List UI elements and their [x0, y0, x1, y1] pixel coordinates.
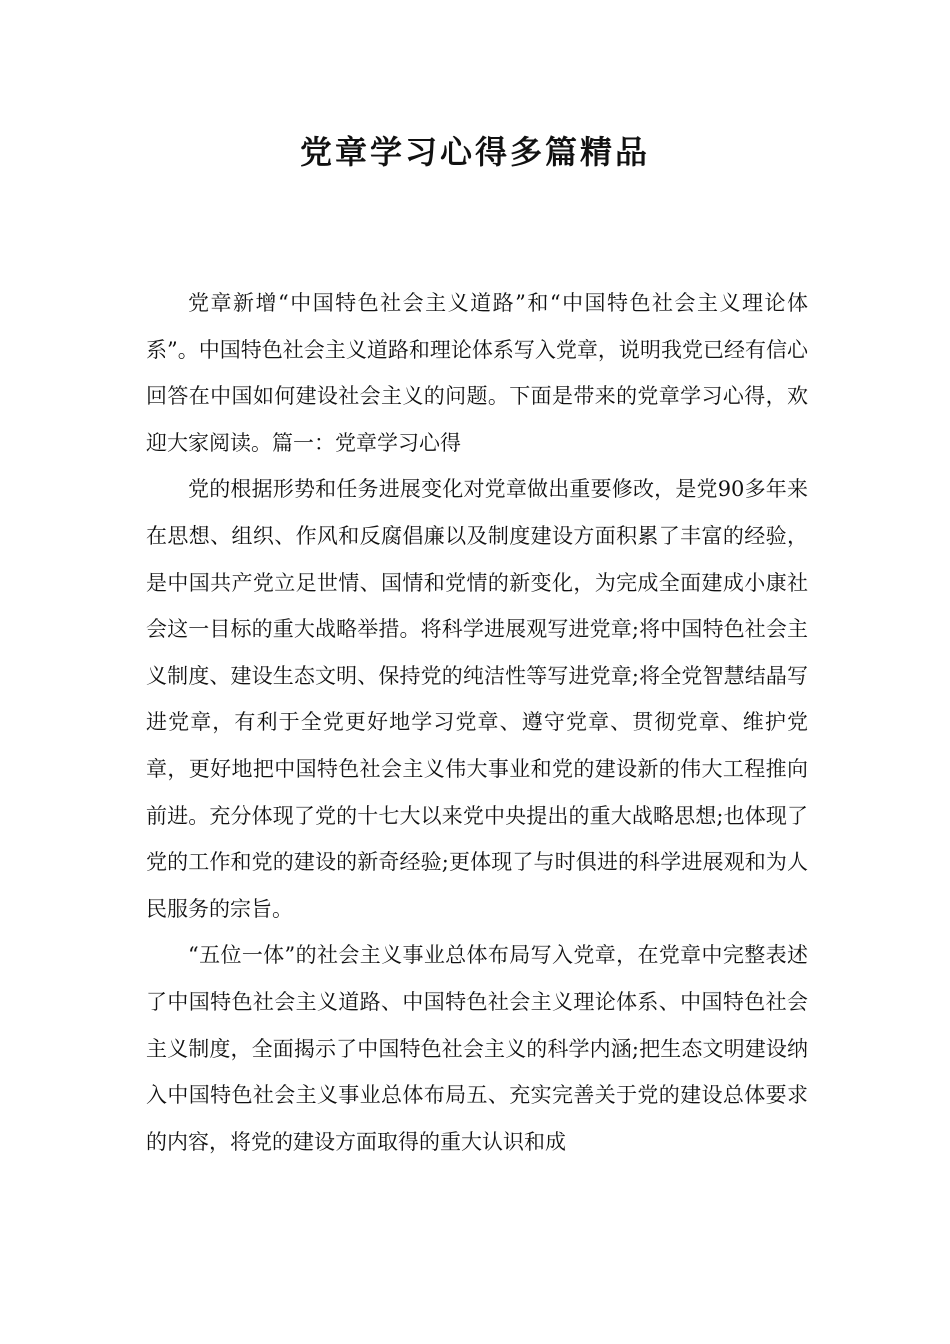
paragraph-intro: 党章新增“中国特色社会主义道路”和“中国特色社会主义理论体系”。中国特色社会主义道路和理论体系写入党章，说明我党已经有信心回答在中国如何建设社会主义的问题。下面是带来的党章学习心得，欢迎大家阅读。篇一：党章学习心得: [146, 291, 808, 455]
page-title: 党章学习心得多篇精品: [299, 133, 650, 171]
paragraph-five-in-one: “五位一体”的社会主义事业总体布局写入党章，在党章中完整表述了中国特色社会主义道路、中国特色社会主义理论体系、中国特色社会主义制度，全面揭示了中国特色社会主义的科学内涵;把生态文明建设纳入中国特色社会主义事业总体布局五、充实完善关于党的建设总体要求的内容，将党的建设方面取得的重大认识和成: [146, 943, 808, 1154]
paragraph-party-constitution-revision: 党的根据形势和任务进展变化对党章做出重要修改，是党90多年来在思想、组织、作风和反腐倡廉以及制度建设方面积累了丰富的经验，是中国共产党立足世情、国情和党情的新变化，为完成全面建成小康社会这一目标的重大战略举措。将科学进展观写进党章;将中国特色社会主义制度、建设生态文明、保持党的纯洁性等写进党章;将全党智慧结晶写进党章，有利于全党更好地学习党章、遵守党章、贯彻党章、维护党章，更好地把中国特色社会主义伟大事业和党的建设新的伟大工程推向前进。充分体现了党的十七大以来党中央提出的重大战略思想;也体现了党的工作和党的建设的新奇经验;更体现了与时俱进的科学进展观和为人民服务的宗旨。: [146, 477, 808, 921]
document-body: [146, 280, 808, 1165]
